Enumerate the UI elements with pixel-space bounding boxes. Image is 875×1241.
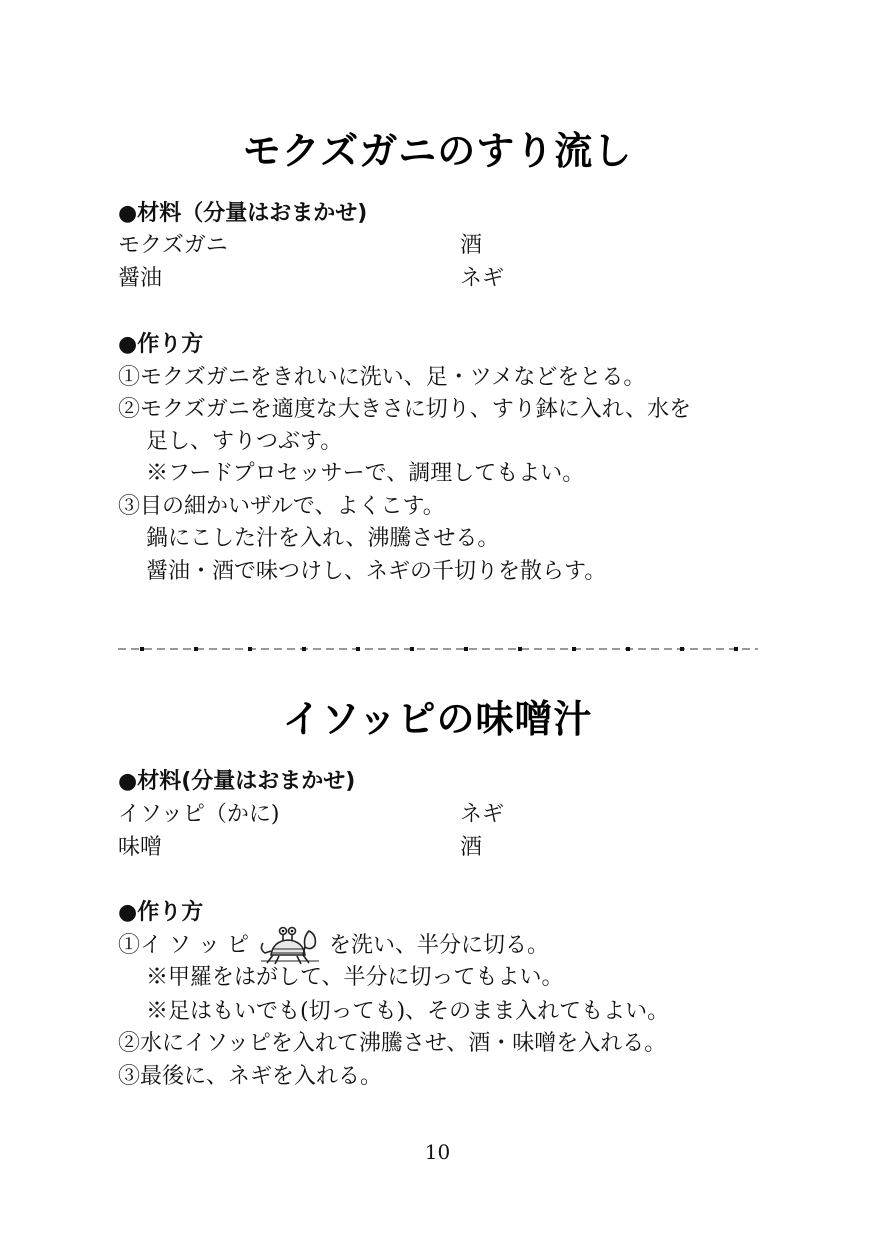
- recipe1-step-note: ※フードプロセッサーで、調理してもよい。: [146, 461, 585, 486]
- recipe1-ingredients-heading: ●材料（分量はおまかせ): [118, 201, 368, 226]
- recipe2-step-note: ※足はもいでも(切っても)、そのまま入れてもよい。: [146, 999, 670, 1024]
- recipe1-ingredient: ネギ: [460, 266, 505, 291]
- recipe1-ingredient: 醤油: [118, 266, 163, 291]
- recipe1-step: ③目の細かいザルで、よくこす。: [118, 494, 445, 519]
- recipe2-title: イソッピの味噌汁: [282, 697, 593, 741]
- recipe1-step: 足し、すりつぶす。: [146, 429, 343, 454]
- crab-icon: [259, 925, 323, 967]
- recipe2-step-1: [118, 925, 549, 967]
- recipe1-ingredient: モクズガニ: [118, 233, 228, 258]
- recipe2-step1-prefix: ①イ ソ ッ ピ: [118, 933, 249, 958]
- recipe1-title: モクズガニのすり流し: [242, 129, 633, 173]
- page-number: 10: [424, 1140, 451, 1164]
- recipe1-step: ①モクズガニをきれいに洗い、足・ツメなどをとる。: [118, 365, 646, 390]
- recipe2-ingredient: イソッピ（かに): [118, 802, 280, 827]
- recipe2-step-note: ※甲羅をはがして、半分に切ってもよい。: [146, 965, 564, 990]
- recipe1-step: 鍋にこした汁を入れ、沸騰させる。: [146, 526, 500, 551]
- recipe1-step: ②モクズガニを適度な大きさに切り、すり鉢に入れ、水を: [118, 397, 692, 422]
- recipe2-ingredient: 酒: [460, 835, 483, 860]
- recipe2-method-heading: ●作り方: [118, 900, 204, 925]
- recipe2-step1-suffix: を洗い、半分に切る。: [328, 933, 549, 958]
- recipe2-step: ②水にイソッピを入れて沸騰させ、酒・味噌を入れる。: [118, 1031, 667, 1056]
- recipe1-ingredient: 酒: [460, 233, 483, 258]
- recipe2-ingredient: ネギ: [460, 802, 505, 827]
- recipe2-ingredients-heading: ●材料(分量はおまかせ): [118, 769, 356, 794]
- recipe2-ingredient: 味噌: [118, 835, 163, 860]
- recipe1-step: 醤油・酒で味つけし、ネギの千切りを散らす。: [146, 559, 607, 584]
- recipe1-method-heading: ●作り方: [118, 332, 204, 357]
- section-divider: [118, 646, 758, 652]
- recipe2-step: ③最後に、ネギを入れる。: [118, 1064, 383, 1089]
